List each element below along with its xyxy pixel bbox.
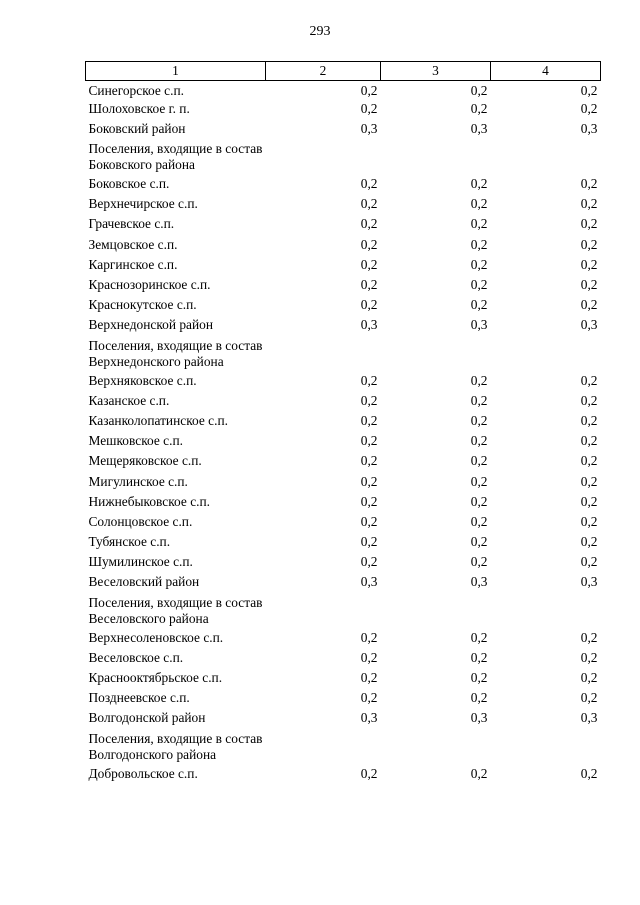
value-cell-col-3: 0,2 (470, 236, 488, 252)
settlement-name-cell: Казанское с.п. (88, 392, 170, 408)
settlement-name-cell: Шумилинское с.п. (88, 554, 193, 570)
table-row (86, 670, 601, 690)
value-cell-col-4: 0,2 (580, 176, 598, 192)
value-cell-col-3: 0,2 (470, 433, 488, 449)
value-cell-col-4: 0,3 (580, 574, 598, 590)
value-cell-col-4: 0,2 (580, 670, 598, 685)
settlement-name-cell: Позднеевское с.п. (88, 690, 190, 706)
settlement-name-cell: Грачевское с.п. (88, 216, 175, 232)
table-row (86, 317, 601, 337)
group-header-row (86, 731, 601, 766)
settlement-name-cell: Тубянское с.п. (88, 534, 171, 550)
value-cell-col-3: 0,2 (470, 392, 488, 408)
value-cell-col-2: 0,2 (360, 453, 378, 469)
value-cell-col-2: 0,2 (360, 473, 378, 489)
value-cell-col-4: 0,2 (580, 297, 598, 313)
settlement-name-cell: Солонцовское с.п. (88, 513, 193, 529)
value-cell-col-2: 0,2 (360, 493, 378, 509)
value-cell-col-3: 0,2 (470, 216, 488, 232)
value-cell-col-3: 0,2 (470, 277, 488, 292)
value-cell-col-4 (491, 595, 601, 630)
value-cell-col-4: 0,2 (580, 392, 598, 408)
settlement-name-cell: Мещеряковское с.п. (88, 453, 202, 469)
settlement-name-cell: Боковское с.п. (88, 176, 170, 192)
value-cell-col-3: 0,3 (470, 317, 488, 333)
value-cell-col-2: 0,3 (360, 710, 378, 726)
settlement-name-cell: Земцовское с.п. (88, 236, 178, 252)
value-cell-col-2: 0,2 (360, 513, 378, 529)
settlement-name-cell: Казанколопатинское с.п. (88, 412, 228, 428)
settlement-name-cell: Мигулинское с.п. (88, 473, 188, 489)
value-cell-col-4: 0,2 (580, 83, 598, 98)
value-cell-col-4: 0,2 (580, 236, 598, 252)
table-row (86, 650, 601, 670)
value-cell-col-3 (381, 595, 491, 630)
value-cell-col-4: 0,2 (580, 372, 598, 388)
settlement-name-cell: Каргинское с.п. (88, 256, 178, 272)
table-row (86, 766, 601, 786)
settlement-name-cell: Поселения, входящие в состав Верхнедонского района (88, 337, 263, 369)
value-cell-col-2 (266, 595, 381, 630)
settlement-name-cell: Краснозоринское с.п. (88, 277, 211, 292)
value-cell-col-2: 0,2 (360, 629, 378, 645)
table-row (86, 277, 601, 297)
value-cell-col-4: 0,2 (580, 453, 598, 469)
value-cell-col-4: 0,2 (580, 513, 598, 529)
settlement-name-cell: Веселовский район (88, 574, 200, 590)
value-cell-col-3: 0,2 (470, 453, 488, 469)
value-cell-col-4: 0,3 (580, 710, 598, 726)
value-cell-col-2: 0,2 (360, 690, 378, 706)
value-cell-col-4: 0,2 (580, 690, 598, 706)
value-cell-col-3: 0,2 (470, 256, 488, 272)
value-cell-col-2: 0,2 (360, 236, 378, 252)
value-cell-col-2: 0,2 (360, 297, 378, 313)
table-row (86, 710, 601, 730)
settlement-name-cell: Поселения, входящие в состав Боковского района (88, 141, 263, 173)
table-row (86, 413, 601, 433)
table-row (86, 474, 601, 494)
table-row (86, 101, 601, 121)
settlement-name-cell: Поселения, входящие в состав Веселовского района (88, 594, 263, 626)
settlement-name-cell: Краснокутское с.п. (88, 297, 197, 313)
table-row (86, 257, 601, 277)
settlement-name-cell: Синегорское с.п. (88, 83, 184, 98)
value-cell-col-4: 0,3 (580, 317, 598, 333)
header-row (86, 62, 601, 81)
value-cell-col-4 (491, 338, 601, 373)
value-cell-col-3: 0,2 (470, 629, 488, 645)
value-cell-col-3 (381, 338, 491, 373)
value-cell-col-3: 0,2 (470, 554, 488, 570)
value-cell-col-2: 0,3 (360, 120, 378, 136)
value-cell-col-2: 0,2 (360, 277, 378, 292)
table-row (86, 453, 601, 473)
table-row (86, 630, 601, 650)
value-cell-col-4: 0,2 (580, 629, 598, 645)
value-cell-col-2: 0,2 (360, 83, 378, 98)
value-cell-col-2 (266, 731, 381, 766)
settlement-name-cell: Верхнесоленовское с.п. (88, 629, 224, 645)
value-cell-col-4: 0,2 (580, 216, 598, 232)
column-header-1: 1 (86, 62, 266, 81)
value-cell-col-3: 0,3 (470, 120, 488, 136)
value-cell-col-2 (266, 338, 381, 373)
value-cell-col-2: 0,2 (360, 196, 378, 212)
settlement-name-cell: Верхнедонской район (88, 317, 214, 333)
value-cell-col-3: 0,2 (470, 297, 488, 313)
settlement-name-cell: Волгодонской район (88, 710, 206, 726)
value-cell-col-3: 0,2 (470, 534, 488, 550)
group-header-row (86, 595, 601, 630)
value-cell-col-4: 0,2 (580, 433, 598, 449)
value-cell-col-2: 0,2 (360, 649, 378, 665)
value-cell-col-2: 0,2 (360, 100, 378, 116)
table-row (86, 373, 601, 393)
table-row (86, 81, 601, 101)
value-cell-col-4: 0,2 (580, 256, 598, 272)
value-cell-col-2: 0,2 (360, 534, 378, 550)
value-cell-col-3: 0,3 (470, 710, 488, 726)
value-cell-col-4: 0,2 (580, 765, 598, 781)
page-number: 293 (309, 24, 331, 39)
settlement-name-cell: Поселения, входящие в состав Волгодонского района (88, 730, 263, 762)
value-cell-col-4: 0,2 (580, 412, 598, 428)
data-table (85, 61, 601, 786)
value-cell-col-3: 0,3 (470, 574, 488, 590)
settlement-name-cell: Краснооктябрьское с.п. (88, 670, 223, 685)
settlement-name-cell: Добровольское с.п. (88, 765, 198, 781)
table-row (86, 554, 601, 574)
value-cell-col-4: 0,2 (580, 493, 598, 509)
table-row (86, 574, 601, 594)
table-body (86, 81, 601, 786)
value-cell-col-2: 0,2 (360, 216, 378, 232)
settlement-name-cell: Боковский район (88, 120, 186, 136)
table-row (86, 433, 601, 453)
table-header (86, 62, 601, 81)
value-cell-col-2: 0,2 (360, 670, 378, 685)
table-row (86, 121, 601, 141)
value-cell-col-3: 0,2 (470, 670, 488, 685)
table-row (86, 297, 601, 317)
value-cell-col-2 (266, 141, 381, 176)
value-cell-col-4: 0,3 (580, 120, 598, 136)
table-row (86, 393, 601, 413)
table-row (86, 216, 601, 236)
value-cell-col-4 (491, 141, 601, 176)
value-cell-col-3: 0,2 (470, 100, 488, 116)
value-cell-col-2: 0,2 (360, 412, 378, 428)
group-header-row (86, 141, 601, 176)
value-cell-col-3: 0,2 (470, 83, 488, 98)
value-cell-col-2: 0,2 (360, 554, 378, 570)
settlement-name-cell: Веселовское с.п. (88, 649, 184, 665)
value-cell-col-4: 0,2 (580, 554, 598, 570)
table-row (86, 237, 601, 257)
table-row (86, 176, 601, 196)
settlement-name-cell: Нижнебыковское с.п. (88, 493, 210, 509)
value-cell-col-4: 0,2 (580, 473, 598, 489)
value-cell-col-3: 0,2 (470, 513, 488, 529)
value-cell-col-3: 0,2 (470, 649, 488, 665)
value-cell-col-3 (381, 731, 491, 766)
value-cell-col-3: 0,2 (470, 176, 488, 192)
settlement-name-cell: Шолоховское г. п. (88, 100, 190, 116)
table-row (86, 534, 601, 554)
value-cell-col-3: 0,2 (470, 493, 488, 509)
value-cell-col-4: 0,2 (580, 196, 598, 212)
value-cell-col-3: 0,2 (470, 372, 488, 388)
value-cell-col-4: 0,2 (580, 649, 598, 665)
column-header-4: 4 (491, 62, 601, 81)
value-cell-col-4: 0,2 (580, 534, 598, 550)
table-row (86, 196, 601, 216)
settlement-name-cell: Верхняковское с.п. (88, 372, 197, 388)
table-row (86, 690, 601, 710)
value-cell-col-2: 0,3 (360, 574, 378, 590)
value-cell-col-3: 0,2 (470, 690, 488, 706)
value-cell-col-3: 0,2 (470, 196, 488, 212)
settlement-name-cell: Мешковское с.п. (88, 433, 183, 449)
value-cell-col-2: 0,2 (360, 256, 378, 272)
value-cell-col-3 (381, 141, 491, 176)
value-cell-col-2: 0,2 (360, 433, 378, 449)
column-header-3: 3 (381, 62, 491, 81)
value-cell-col-4: 0,2 (580, 277, 598, 292)
value-cell-col-3: 0,2 (470, 765, 488, 781)
settlement-name-cell: Верхнечирское с.п. (88, 196, 198, 212)
value-cell-col-2: 0,2 (360, 765, 378, 781)
value-cell-col-2: 0,3 (360, 317, 378, 333)
value-cell-col-4: 0,2 (580, 100, 598, 116)
column-header-2: 2 (266, 62, 381, 81)
group-header-row (86, 338, 601, 373)
value-cell-col-2: 0,2 (360, 392, 378, 408)
value-cell-col-3: 0,2 (470, 473, 488, 489)
table-row (86, 494, 601, 514)
table-row (86, 514, 601, 534)
value-cell-col-4 (491, 731, 601, 766)
value-cell-col-2: 0,2 (360, 176, 378, 192)
value-cell-col-2: 0,2 (360, 372, 378, 388)
value-cell-col-3: 0,2 (470, 412, 488, 428)
